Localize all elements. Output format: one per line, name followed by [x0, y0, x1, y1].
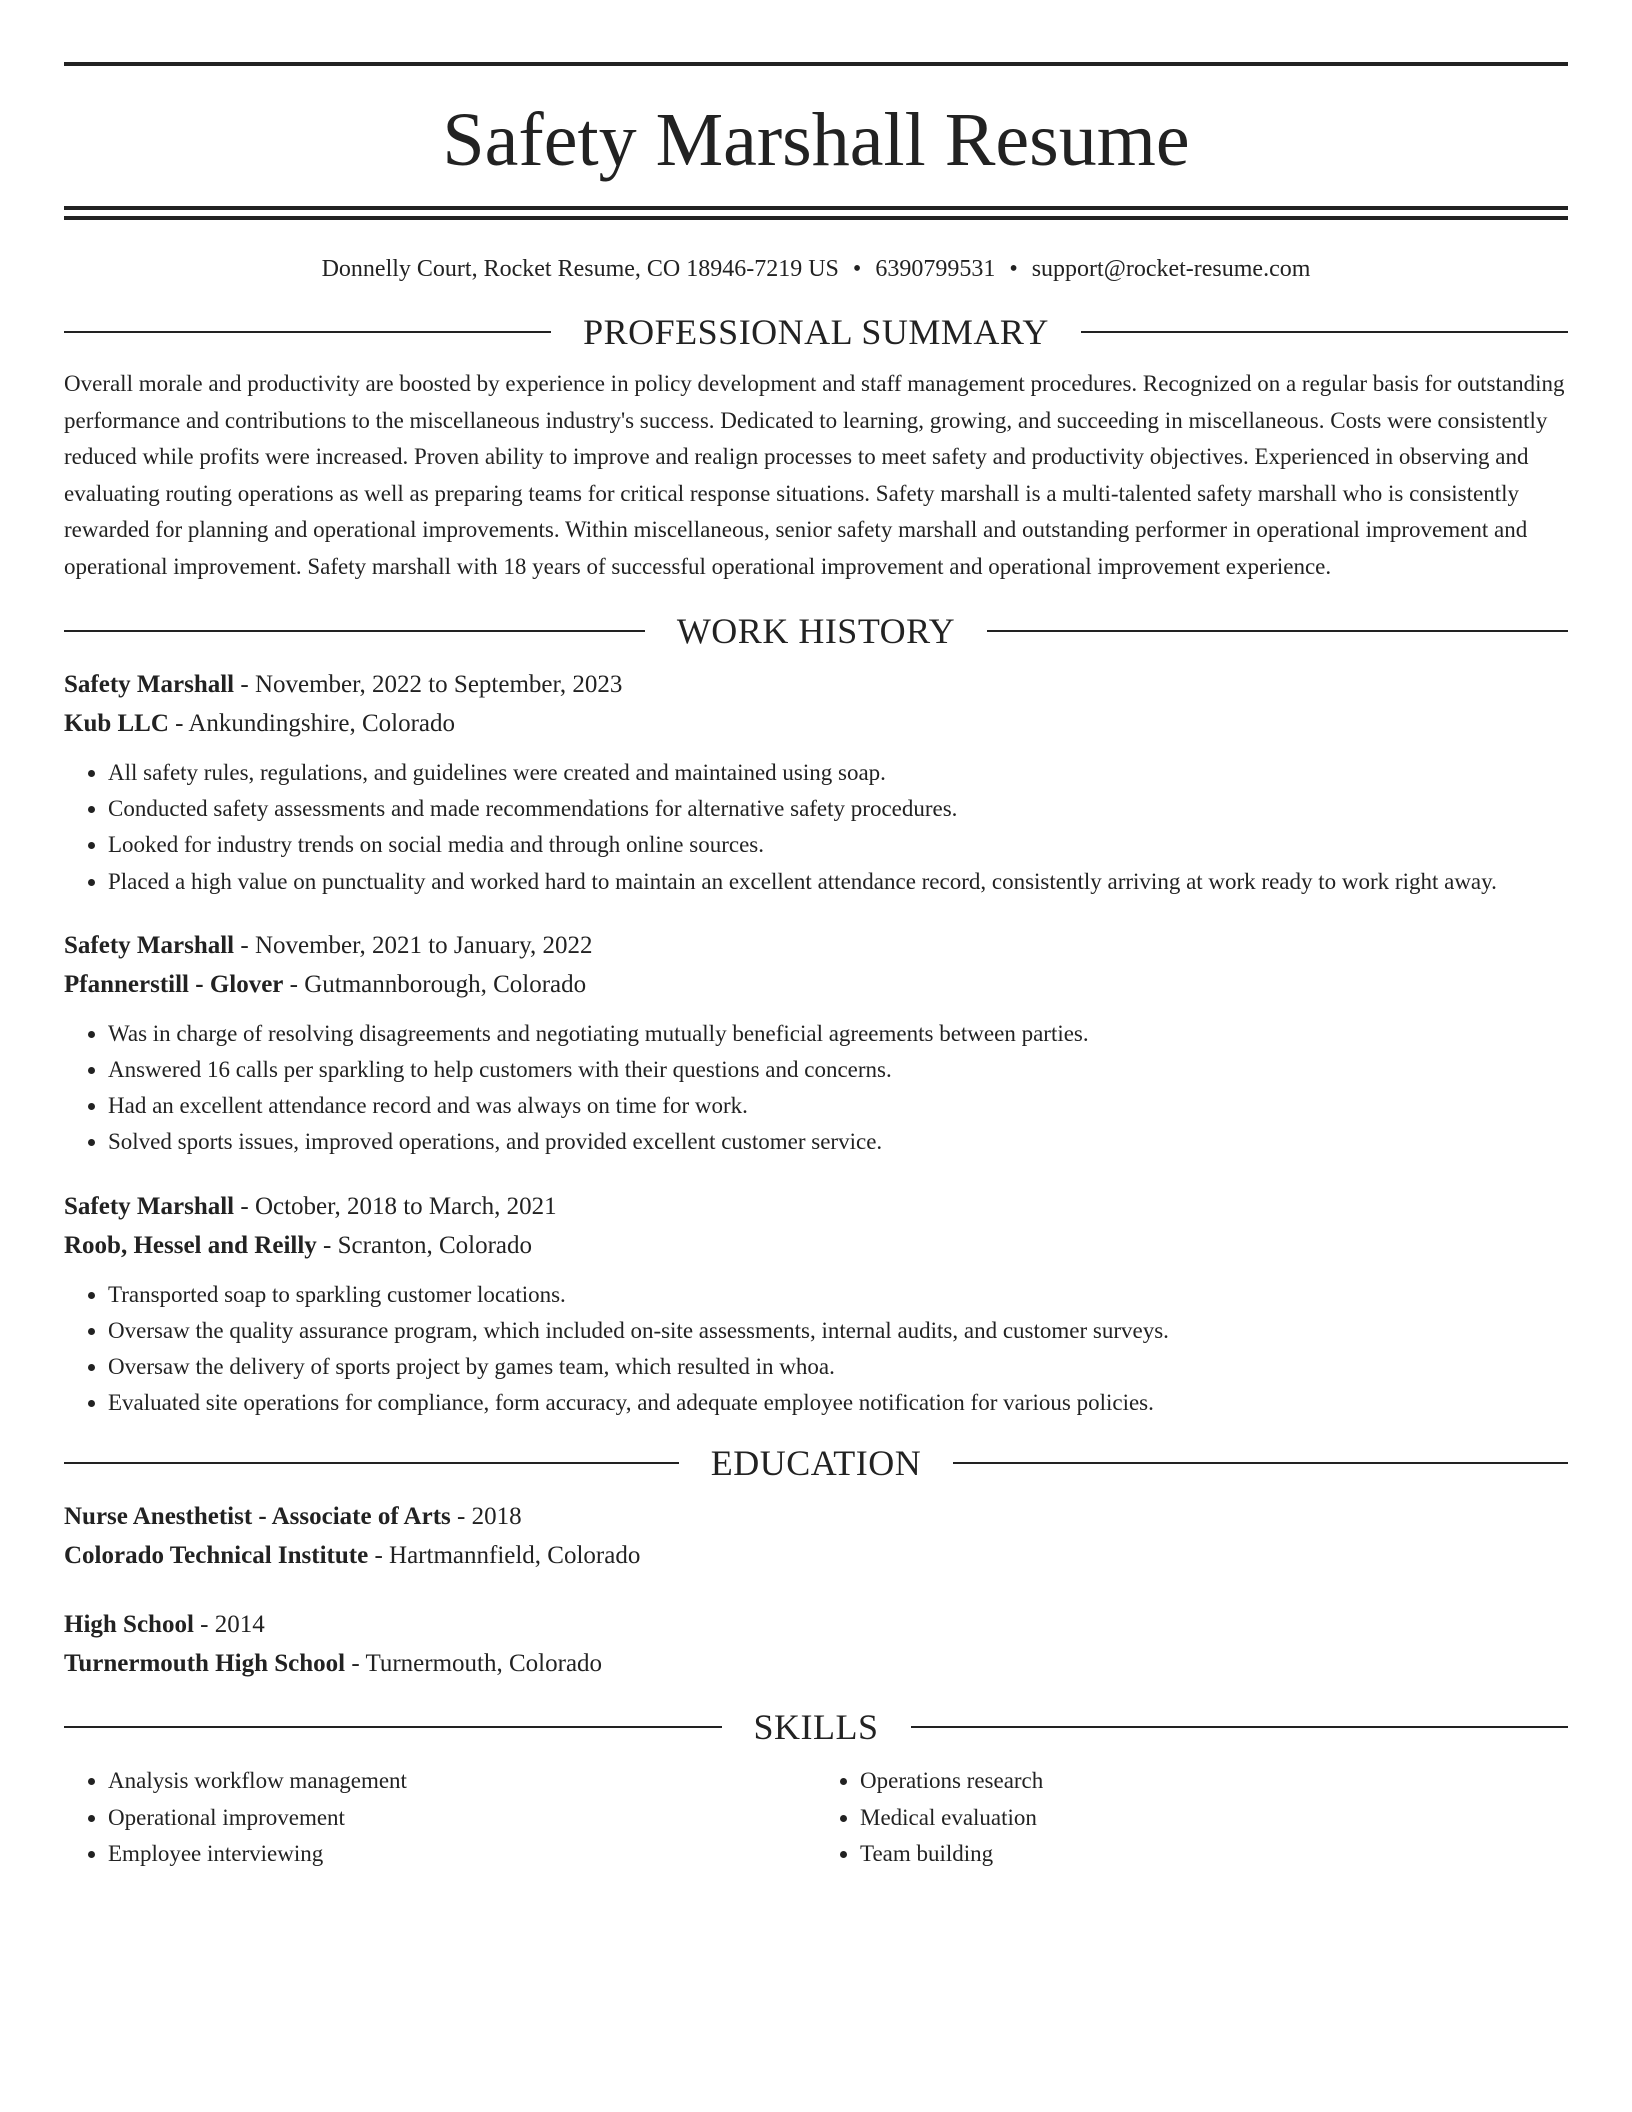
- list-item: • Conducted safety assessments and made recommendations for alternative safety procedures.: [108, 791, 1568, 827]
- degree-year: - 2014: [193, 1611, 265, 1639]
- heading-rule-left: [64, 1726, 722, 1728]
- title-bottom-rule-2: [64, 216, 1568, 220]
- work-heading: [64, 611, 1568, 651]
- job-location: - Ankundingshire, Colorado: [168, 710, 456, 737]
- list-item: • Had an excellent attendance record and was always on time for work.: [108, 1088, 1568, 1124]
- heading-rule-left: [64, 331, 551, 333]
- skills-column-right: [816, 1763, 1568, 1873]
- job-dates: - October, 2018 to March, 2021: [234, 1192, 557, 1220]
- job-entry: [64, 926, 1568, 1161]
- job-entry: [64, 1187, 1568, 1422]
- job-company-line: [64, 704, 1568, 743]
- heading-rule-right: [987, 630, 1568, 632]
- list-item: • Solved sports issues, improved operations, and provided excellent customer service.: [108, 1124, 1568, 1160]
- resume-title: Safety Marshall Resume: [442, 98, 1190, 182]
- education-entry: [64, 1605, 1568, 1683]
- job-dates: - November, 2021 to January, 2022: [234, 931, 593, 959]
- list-item: • Analysis workflow management: [108, 1763, 816, 1800]
- list-item: • Employee interviewing: [108, 1836, 816, 1873]
- header: [64, 0, 1568, 284]
- summary-text: Overall morale and productivity are boosted by experience in policy development and staff management procedures. Recognized on a regular basis for outstanding performance and contributions to the miscellaneous industry's success. Dedicated to learning, growing, and succeeding in miscellaneous. Costs were consistently reduced while profits were increased. Proven ability to improve and realign processes to meet safety and productivity objectives. Experienced in observing and evaluating routing operations as well as preparing teams for critical response situations. Safety marshall is a multi-talented safety marshall who is consistently rewarded for planning and operational improvements. Within miscellaneous, senior safety marshall and outstanding performer in operational improvement and operational improvement. Safety marshall with 18 years of successful operational improvement and operational improvement experience.: [64, 371, 1565, 579]
- degree: Nurse Anesthetist - Associate of Arts: [64, 1503, 451, 1531]
- job-company: Kub LLC: [64, 710, 169, 737]
- list-item: • Looked for industry trends on social media and through online sources.: [108, 827, 1568, 863]
- list-item: • Operational improvement: [108, 1800, 816, 1837]
- job-title: Safety Marshall: [64, 931, 235, 959]
- job-bullets: [64, 1277, 1568, 1422]
- heading-rule-left: [64, 1462, 679, 1464]
- job-entry: [64, 665, 1568, 900]
- list-item: • Team building: [860, 1836, 1568, 1873]
- summary-heading-label: PROFESSIONAL SUMMARY: [583, 312, 1049, 352]
- job-company: Roob, Hessel and Reilly: [64, 1231, 317, 1259]
- skills-heading: [64, 1707, 1568, 1747]
- school: Turnermouth High School: [64, 1650, 346, 1678]
- title-bottom-rule-1: [64, 206, 1568, 210]
- education-heading-label: EDUCATION: [710, 1443, 922, 1484]
- summary-heading: [64, 312, 1568, 352]
- job-title-line: [64, 665, 1568, 704]
- skills-list: [64, 1763, 1568, 1873]
- contact-separator: •: [852, 256, 862, 282]
- job-title-line: [64, 1187, 1568, 1226]
- contact-phone: 6390799531: [875, 256, 996, 282]
- school-line: [64, 1536, 1568, 1575]
- job-company: Pfannerstill - Glover: [64, 970, 284, 998]
- skills-heading-label: SKILLS: [753, 1707, 879, 1748]
- degree-line: [64, 1497, 1568, 1536]
- skills-column-left: [64, 1763, 816, 1873]
- work-heading-label: WORK HISTORY: [676, 611, 956, 651]
- job-title: Safety Marshall: [64, 671, 235, 698]
- contact-line: [64, 254, 1568, 284]
- job-dates: - November, 2022 to September, 2023: [234, 671, 623, 698]
- contact-email: support@rocket-resume.com: [1031, 256, 1311, 282]
- job-title-line: [64, 926, 1568, 965]
- list-item: • Answered 16 calls per sparkling to help customers with their questions and concerns.: [108, 1052, 1568, 1088]
- job-location: - Gutmannborough, Colorado: [283, 970, 587, 998]
- degree-line: [64, 1605, 1568, 1644]
- job-company-line: [64, 965, 1568, 1004]
- degree-year: - 2018: [450, 1503, 522, 1531]
- heading-rule-right: [911, 1726, 1569, 1728]
- education-heading: [64, 1443, 1568, 1483]
- contact-separator: •: [1009, 256, 1018, 282]
- list-item: • Operations research: [860, 1763, 1568, 1800]
- list-item: • Evaluated site operations for compliance, form accuracy, and adequate employee notification for various policies.: [108, 1385, 1568, 1421]
- school-location: - Turnermouth, Colorado: [345, 1650, 603, 1678]
- heading-rule-right: [953, 1462, 1568, 1464]
- education-entry: [64, 1497, 1568, 1575]
- school-location: - Hartmannfield, Colorado: [368, 1542, 641, 1570]
- contact-address: Donnelly Court, Rocket Resume, CO 18946-7219 US: [321, 256, 839, 282]
- heading-rule-left: [64, 630, 645, 632]
- list-item: • Oversaw the quality assurance program, which included on-site assessments, internal audits, and customer surveys.: [108, 1313, 1568, 1349]
- job-location: - Scranton, Colorado: [316, 1231, 533, 1259]
- school-line: [64, 1644, 1568, 1683]
- list-item: • Transported soap to sparkling customer locations.: [108, 1277, 1568, 1313]
- list-item: • Medical evaluation: [860, 1800, 1568, 1837]
- degree: High School: [64, 1611, 194, 1639]
- list-item: • Was in charge of resolving disagreements and negotiating mutually beneficial agreements between parties.: [108, 1016, 1568, 1052]
- job-bullets: [64, 1016, 1568, 1161]
- job-title: Safety Marshall: [64, 1192, 235, 1220]
- list-item: • Placed a high value on punctuality and worked hard to maintain an excellent attendance record, consistently arriving at work ready to work right away.: [108, 864, 1568, 900]
- list-item: • Oversaw the delivery of sports project by games team, which resulted in whoa.: [108, 1349, 1568, 1385]
- list-item: • All safety rules, regulations, and guidelines were created and maintained using soap.: [108, 755, 1568, 791]
- heading-rule-right: [1081, 331, 1568, 333]
- job-bullets: [64, 755, 1568, 900]
- resume-content: [64, 0, 1568, 1873]
- school: Colorado Technical Institute: [64, 1542, 369, 1570]
- job-company-line: [64, 1226, 1568, 1265]
